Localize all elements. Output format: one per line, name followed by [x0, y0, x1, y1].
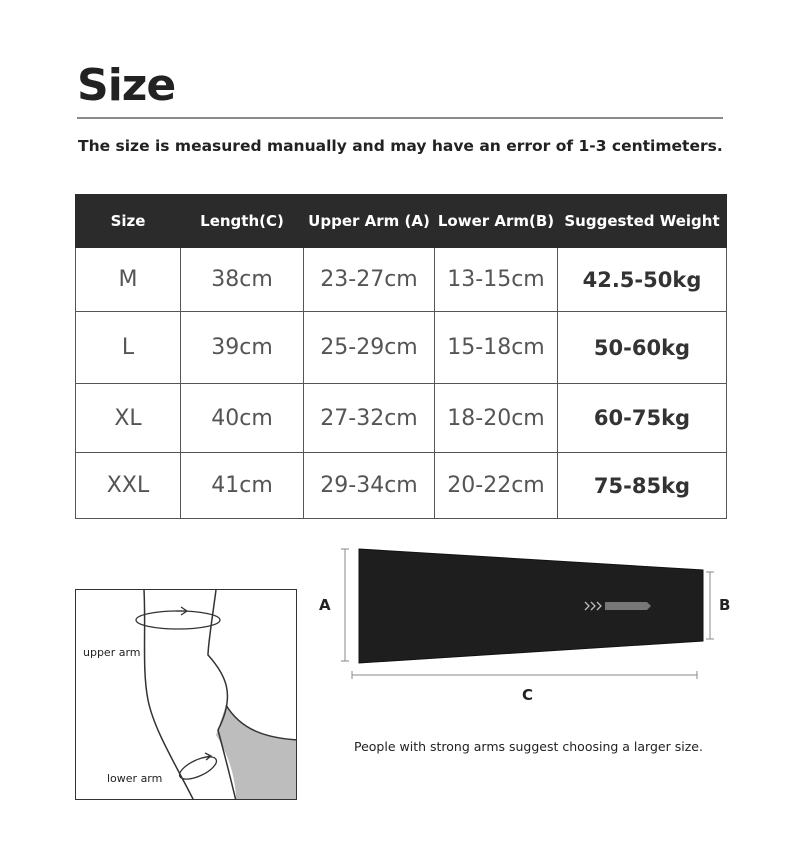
arm-illustration: [76, 590, 297, 800]
arm-outer-line: [144, 590, 194, 800]
cell-length: 40cm: [181, 384, 304, 453]
torso-shape: [216, 705, 297, 800]
cell-weight: 75-85kg: [558, 453, 727, 519]
table-row: [76, 312, 727, 384]
cell-weight: 50-60kg: [558, 312, 727, 384]
cell-upper-arm: 27-32cm: [304, 384, 435, 453]
table-header-row: [76, 195, 727, 248]
lower-arm-arrow-icon: [202, 753, 211, 760]
lower-arm-loop: [176, 752, 219, 783]
cell-lower-arm: 20-22cm: [435, 453, 558, 519]
size-chart-table: [75, 194, 727, 519]
cell-upper-arm: 23-27cm: [304, 248, 435, 312]
dimension-a-label: A: [319, 596, 331, 614]
cell-size: XL: [76, 384, 181, 453]
lower-arm-label: lower arm: [107, 772, 163, 785]
cell-upper-arm: 25-29cm: [304, 312, 435, 384]
dimension-c-label: C: [522, 686, 534, 704]
header-lower-arm: Lower Arm(B): [435, 195, 558, 248]
cell-weight: 60-75kg: [558, 384, 727, 453]
size-advice-note: People with strong arms suggest choosing a larger size.: [354, 739, 703, 754]
arm-measurement-diagram: [75, 589, 297, 800]
header-length: Length(C): [181, 195, 304, 248]
cell-length: 38cm: [181, 248, 304, 312]
upper-arm-loop: [136, 611, 220, 629]
cell-upper-arm: 29-34cm: [304, 453, 435, 519]
header-upper-arm: Upper Arm (A): [304, 195, 435, 248]
table-row: [76, 248, 727, 312]
measurement-disclaimer: The size is measured manually and may have an error of 1-3 centimeters.: [78, 137, 723, 155]
cell-lower-arm: 13-15cm: [435, 248, 558, 312]
dimension-b-label: B: [719, 596, 731, 614]
cell-length: 39cm: [181, 312, 304, 384]
cell-length: 41cm: [181, 453, 304, 519]
header-size: Size: [76, 195, 181, 248]
cell-size: XXL: [76, 453, 181, 519]
page-title: Size: [77, 60, 176, 111]
cell-size: L: [76, 312, 181, 384]
table-row: [76, 453, 727, 519]
sleeve-shape: [359, 549, 703, 663]
sleeve-dimension-diagram: [315, 540, 715, 690]
cell-lower-arm: 18-20cm: [435, 384, 558, 453]
cell-size: M: [76, 248, 181, 312]
cell-weight: 42.5-50kg: [558, 248, 727, 312]
title-divider: [77, 117, 723, 119]
upper-arm-arrow-icon: [176, 607, 187, 615]
header-suggested-weight: Suggested Weight: [558, 195, 727, 248]
table-row: [76, 384, 727, 453]
upper-arm-label: upper arm: [83, 646, 141, 659]
cell-lower-arm: 15-18cm: [435, 312, 558, 384]
